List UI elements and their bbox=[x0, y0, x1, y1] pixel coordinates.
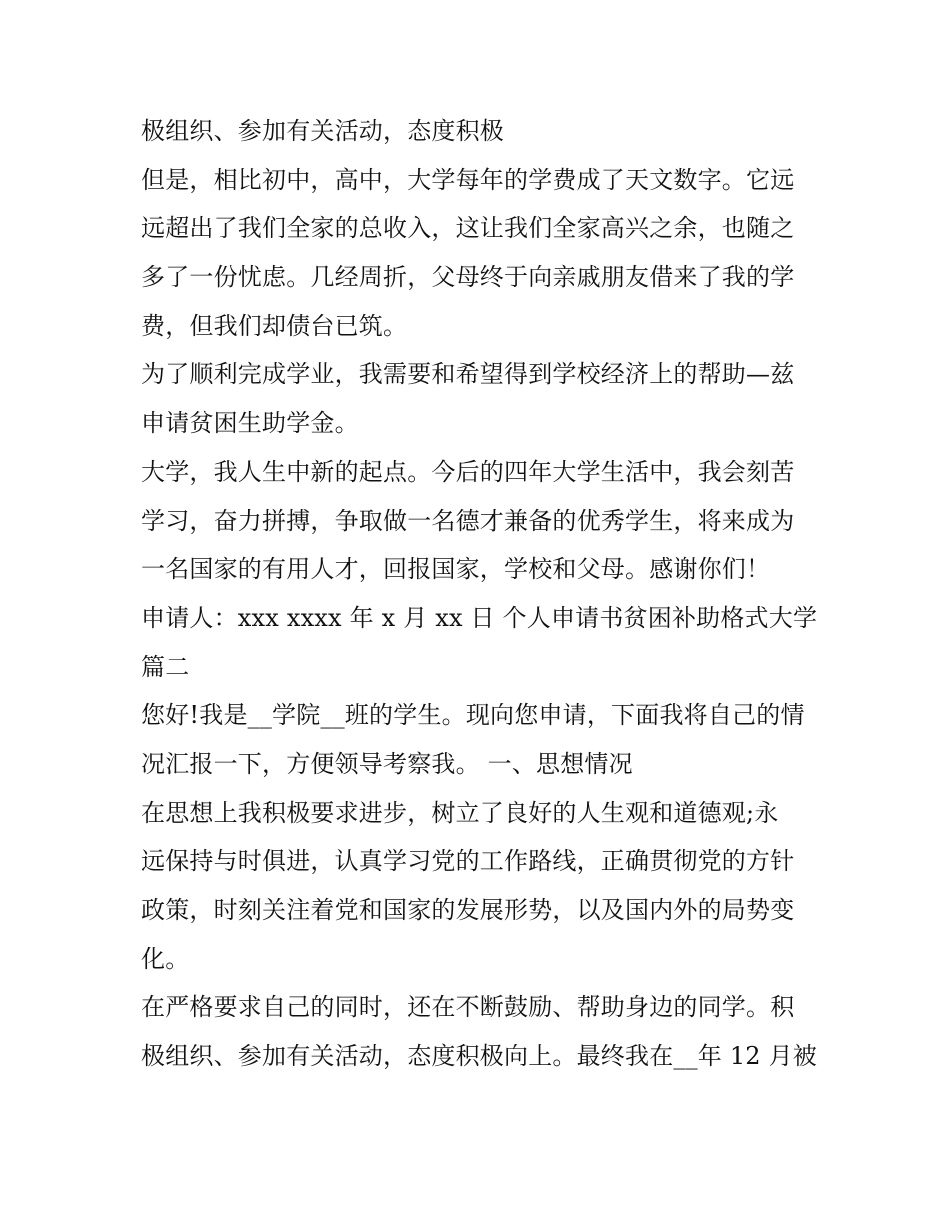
text-line: 多了一份忧虑。几经周折，父母终于向亲戚朋友借来了我的学 bbox=[141, 263, 795, 292]
text-line: 为了顺利完成学业，我需要和希望得到学校经济上的帮助—兹 bbox=[141, 360, 795, 389]
text-line: 申请贫困生助学金。 bbox=[141, 409, 359, 438]
text-line: 在思想上我积极要求进步，树立了良好的人生观和道德观;永 bbox=[141, 798, 779, 827]
text-line: 政策，时刻关注着党和国家的发展形势，以及国内外的局势变 bbox=[141, 896, 795, 924]
signature-line: 申请人：xxx xxxx 年 x 月 xx 日 个人申请书贫困补助格式大学 bbox=[141, 603, 818, 632]
text-line: 化。 bbox=[141, 944, 190, 973]
text-line: 费，但我们却债台已筑。 bbox=[141, 311, 408, 340]
text-line: 大学，我人生中新的起点。今后的四年大学生活中，我会刻苦 bbox=[141, 457, 795, 486]
text-line: 远保持与时俱进，认真学习党的工作路线，正确贯彻党的方针 bbox=[141, 847, 795, 876]
document-body bbox=[141, 107, 821, 1081]
text-line: 但是，相比初中，高中，大学每年的学费成了天文数字。它远 bbox=[141, 165, 795, 194]
text-line: 远超出了我们全家的总收入，这让我们全家高兴之余，也随之 bbox=[141, 214, 795, 243]
text-line: 极组织、参加有关活动，态度积极 bbox=[141, 117, 504, 145]
section-heading: 篇二 bbox=[141, 652, 190, 681]
text-line: 您好!我是__学院__班的学生。现向您申请，下面我将自己的情 bbox=[141, 701, 805, 730]
text-line: 在严格要求自己的同时，还在不断鼓励、帮助身边的同学。积 bbox=[141, 993, 795, 1022]
text-line: 学习，奋力拼搏，争取做一名德才兼备的优秀学生，将来成为 bbox=[141, 506, 795, 535]
text-line: 极组织、参加有关活动，态度积极向上。最终我在__年 12 月被 bbox=[141, 1042, 817, 1071]
text-line: 一名国家的有用人才，回报国家，学校和父母。感谢你们！ bbox=[141, 555, 771, 584]
text-line: 况汇报一下，方便领导考察我。 一、思想情况 bbox=[141, 749, 633, 778]
